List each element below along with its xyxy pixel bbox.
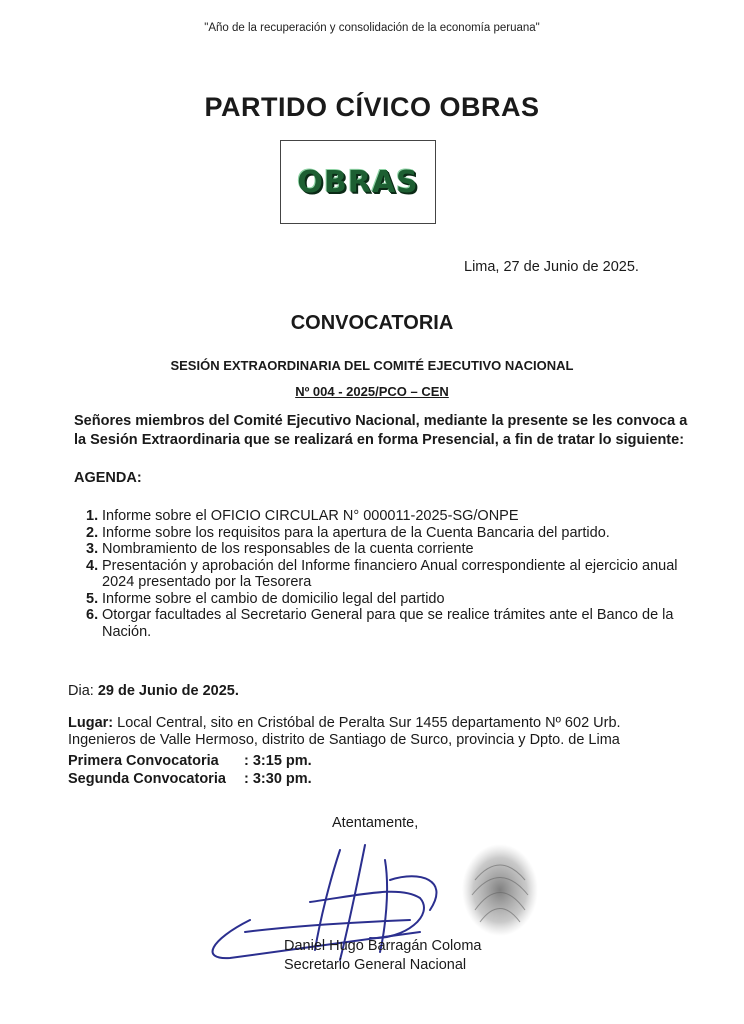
place-label: Lugar: xyxy=(68,715,114,731)
signatory-title: Secretario General Nacional xyxy=(284,957,467,973)
second-call-label: Segunda Convocatoria xyxy=(68,771,226,787)
signatory-name: Daniel Hugo Barragán Coloma xyxy=(284,938,482,954)
date-line: Lima, 27 de Junio de 2025. xyxy=(464,259,639,275)
agenda-item: 5. Informe sobre el cambio de domicilio legal del partido xyxy=(86,590,445,607)
agenda-item: 4. Presentación y aprobación del Informe financiero Anual correspondiente al ejercicio anual 2024 presentado por la Tesorera xyxy=(86,557,678,590)
session-number: Nº 004 - 2025/PCO – CEN xyxy=(295,384,449,399)
fingerprint-icon xyxy=(462,844,538,936)
day-value: 29 de Junio de 2025. xyxy=(97,683,239,699)
first-call-time: : 3:15 pm. xyxy=(244,753,312,769)
agenda-list xyxy=(86,508,678,640)
logo-text: OBRAS xyxy=(297,164,419,200)
first-call xyxy=(68,753,312,769)
second-call xyxy=(68,771,312,787)
agenda-item: 6. Otorgar facultades al Secretario General para que se realice trámites ante el Banco de la Nación. xyxy=(86,607,674,640)
first-call-label: Primera Convocatoria xyxy=(68,753,219,769)
party-logo xyxy=(280,140,436,224)
day-label: Dia: xyxy=(68,683,94,699)
session-title: SESIÓN EXTRAORDINARIA DEL COMITÉ EJECUTIVO NACIONAL xyxy=(170,358,574,373)
header-motto: "Año de la recuperación y consolidación de la economía peruana" xyxy=(204,22,540,34)
meeting-day xyxy=(68,683,239,699)
closing: Atentamente, xyxy=(332,815,419,831)
agenda-heading: AGENDA: xyxy=(74,470,142,486)
second-call-time: : 3:30 pm. xyxy=(244,771,312,787)
agenda-item: 2. Informe sobre los requisitos para la apertura de la Cuenta Bancaria del partido. xyxy=(86,524,610,541)
agenda-item: 3. Nombramiento de los responsables de la cuenta corriente xyxy=(86,541,474,557)
document-title: CONVOCATORIA xyxy=(290,312,454,334)
agenda-item: 1. Informe sobre el OFICIO CIRCULAR N° 000011-2025-SG/ONPE xyxy=(86,508,519,524)
intro-paragraph: Señores miembros del Comité Ejecutivo Nacional, mediante la presente se les convoca a la Sesión Extraordinaria que se realizará en forma Presencial, a fin de tratar lo siguiente: xyxy=(74,413,688,448)
party-name: PARTIDO CÍVICO OBRAS xyxy=(204,92,540,122)
meeting-place xyxy=(68,715,628,749)
place-value: Local Central, sito en Cristóbal de Peralta Sur 1455 departamento Nº 602 Urb. Ingenieros de Valle Hermoso, distrito de Santiago de Surco, provincia y Dpto. de Lima xyxy=(68,715,621,748)
